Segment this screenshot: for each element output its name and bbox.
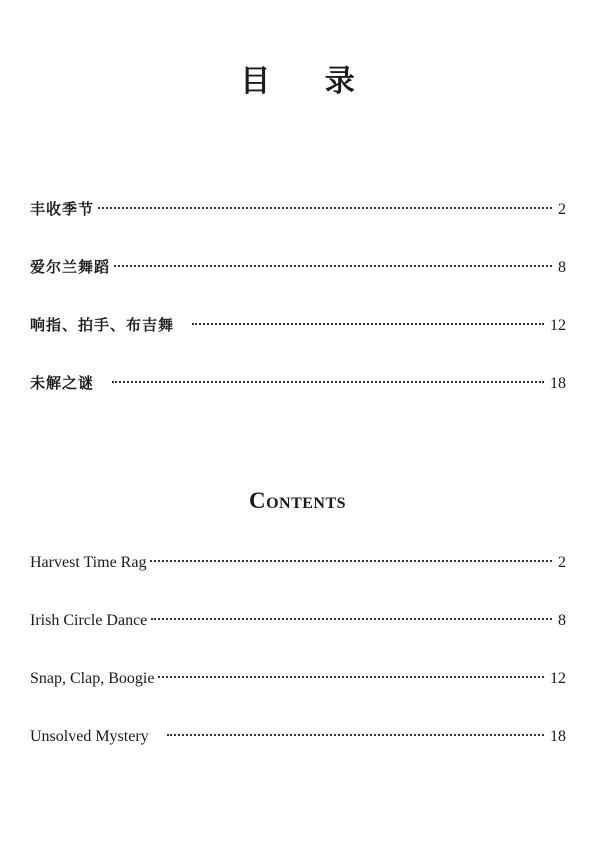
toc-entry [30, 313, 566, 337]
chinese-toc-heading: 目 录 [240, 64, 377, 99]
dot-leader [98, 207, 552, 209]
toc-entry-title: 未解之谜 [30, 374, 95, 392]
toc-entry-title: Irish Circle Dance [30, 612, 148, 629]
toc-entry-page: 18 [550, 728, 566, 745]
toc-entry-page: 2 [558, 201, 566, 218]
dot-leader [114, 265, 552, 267]
toc-entry-page: 12 [550, 670, 566, 687]
english-toc-heading: Contents [248, 488, 347, 513]
toc-entry [30, 371, 566, 395]
toc-entry [30, 197, 566, 221]
toc-entry-page: 8 [558, 259, 566, 276]
toc-entry-page: 12 [550, 317, 566, 334]
english-toc-list [30, 551, 566, 783]
toc-entry [30, 725, 566, 749]
toc-entry [30, 255, 566, 279]
toc-entry-title: Harvest Time Rag [30, 554, 147, 571]
dot-leader [150, 560, 552, 562]
toc-entry-title: Snap, Clap, Boogie [30, 670, 155, 687]
toc-entry-title: 爱尔兰舞蹈 [30, 258, 111, 276]
toc-entry-title: 丰收季节 [30, 200, 95, 218]
chinese-toc-list [30, 197, 566, 429]
toc-entry [30, 609, 566, 633]
dot-leader [167, 734, 544, 736]
toc-entry-page: 2 [558, 554, 566, 571]
dot-leader [151, 618, 552, 620]
toc-entry [30, 667, 566, 691]
toc-entry-title: 响指、拍手、布吉舞 [30, 316, 175, 334]
dot-leader [158, 676, 544, 678]
toc-entry [30, 551, 566, 575]
toc-entry-page: 18 [550, 375, 566, 392]
dot-leader [112, 381, 544, 383]
toc-entry-title: Unsolved Mystery [30, 728, 149, 745]
dot-leader [192, 323, 544, 325]
toc-entry-page: 8 [558, 612, 566, 629]
